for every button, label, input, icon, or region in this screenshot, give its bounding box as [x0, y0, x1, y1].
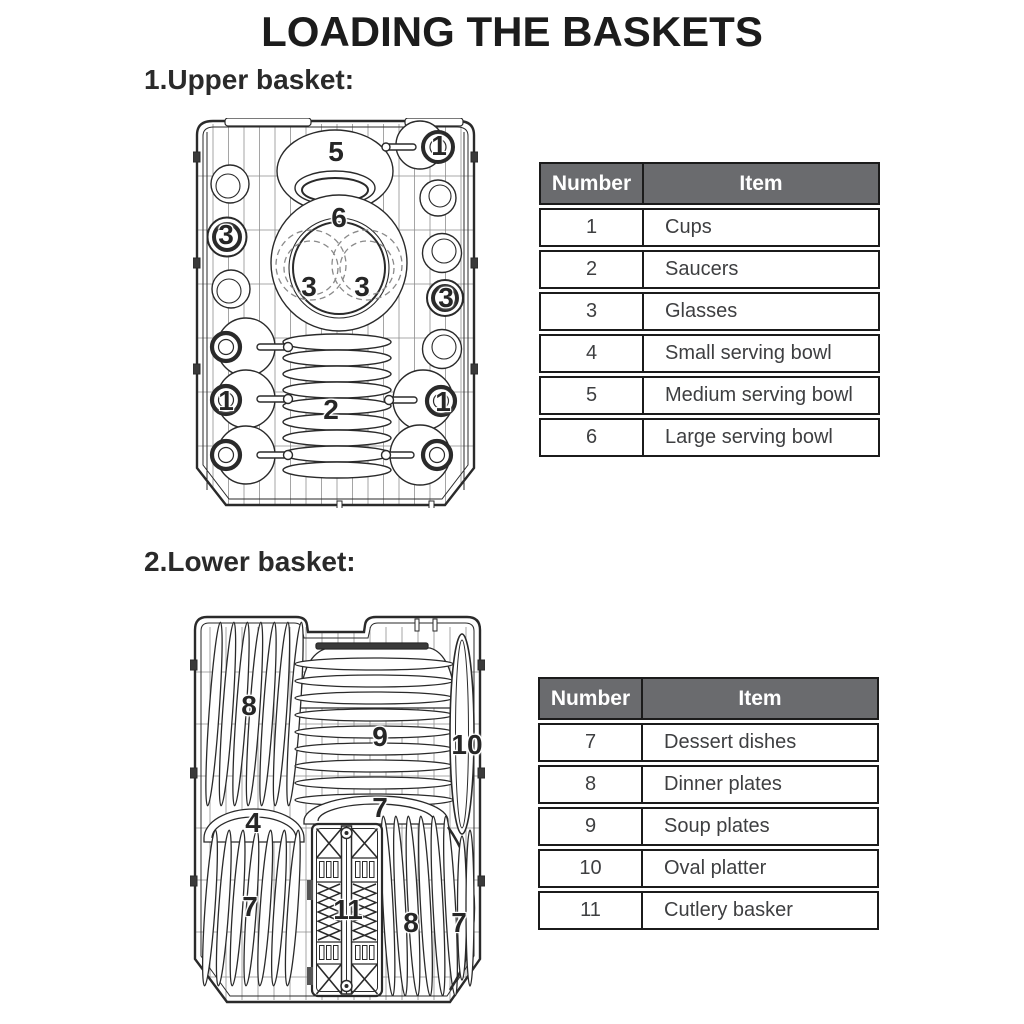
page-title: LOADING THE BASKETS	[261, 8, 763, 55]
item-cell: Dinner plates	[664, 773, 782, 795]
table-row	[538, 765, 879, 804]
diagram-number-label: 8	[403, 907, 419, 938]
table-header-row	[539, 162, 880, 205]
diagram-number-label: 9	[372, 721, 388, 752]
item-cell: Cups	[665, 216, 712, 238]
diagram-number-label: 7	[372, 792, 388, 823]
number-cell: 8	[540, 767, 643, 802]
diagram-number-label: 11	[333, 894, 363, 925]
upper-basket-line-art	[193, 118, 478, 508]
diagram-number-label: 8	[241, 690, 257, 721]
header-item-cell: Item	[739, 171, 783, 195]
number-cell: 10	[540, 851, 643, 886]
item-cell: Dessert dishes	[664, 731, 797, 753]
number-cell: 4	[541, 336, 644, 371]
item-cell: Saucers	[665, 258, 739, 280]
diagram-number-label: 3	[354, 271, 370, 302]
table-row	[539, 250, 880, 289]
number-cell: 5	[541, 378, 644, 413]
header-number-cell: Number	[540, 679, 643, 718]
diagram-number-label: 1	[435, 386, 451, 417]
upper-basket-table	[539, 162, 880, 460]
diagram-number-label: 10	[451, 729, 483, 760]
diagram-number-label: 1	[431, 130, 447, 161]
diagram-number-label: 7	[451, 907, 467, 938]
upper-basket-diagram	[193, 118, 478, 508]
item-cell: Medium serving bowl	[665, 384, 853, 406]
number-cell: 7	[540, 725, 643, 760]
table-header-row	[538, 677, 879, 720]
header-number-cell: Number	[541, 164, 644, 203]
table-row	[538, 849, 879, 888]
diagram-number-label: 5	[328, 136, 344, 167]
number-cell: 6	[541, 420, 644, 455]
diagram-number-label: 7	[242, 891, 258, 922]
number-cell: 9	[540, 809, 643, 844]
table-row	[539, 376, 880, 415]
table-row	[538, 891, 879, 930]
item-cell: Small serving bowl	[665, 342, 832, 364]
table-row	[539, 418, 880, 457]
item-cell: Soup plates	[664, 815, 770, 837]
diagram-number-label: 2	[323, 394, 339, 425]
item-cell: Oval platter	[664, 857, 767, 879]
table-row	[539, 292, 880, 331]
table-row	[539, 208, 880, 247]
item-cell: Glasses	[665, 300, 738, 322]
lower-basket-diagram	[190, 612, 485, 1007]
lower-basket-dishes	[200, 622, 474, 996]
diagram-number-label: 1	[218, 385, 234, 416]
number-cell: 11	[540, 893, 643, 928]
item-cell: Large serving bowl	[665, 426, 833, 448]
diagram-number-label: 3	[218, 219, 234, 250]
header-item-cell: Item	[738, 686, 782, 710]
number-cell: 2	[541, 252, 644, 287]
table-row	[538, 723, 879, 762]
number-cell: 3	[541, 294, 644, 329]
lower-basket-table	[538, 677, 879, 933]
item-cell: Cutlery basker	[664, 899, 793, 921]
lower-basket-line-art	[190, 612, 485, 1007]
diagram-number-label: 4	[245, 807, 261, 838]
section-heading-lower-basket: 2.Lower basket:	[144, 546, 356, 577]
table-row	[538, 807, 879, 846]
section-heading-upper-basket: 1.Upper basket:	[144, 64, 355, 95]
diagram-number-label: 3	[438, 282, 454, 313]
number-cell: 1	[541, 210, 644, 245]
table-row	[539, 334, 880, 373]
diagram-number-label: 6	[331, 202, 347, 233]
diagram-number-label: 3	[301, 271, 317, 302]
